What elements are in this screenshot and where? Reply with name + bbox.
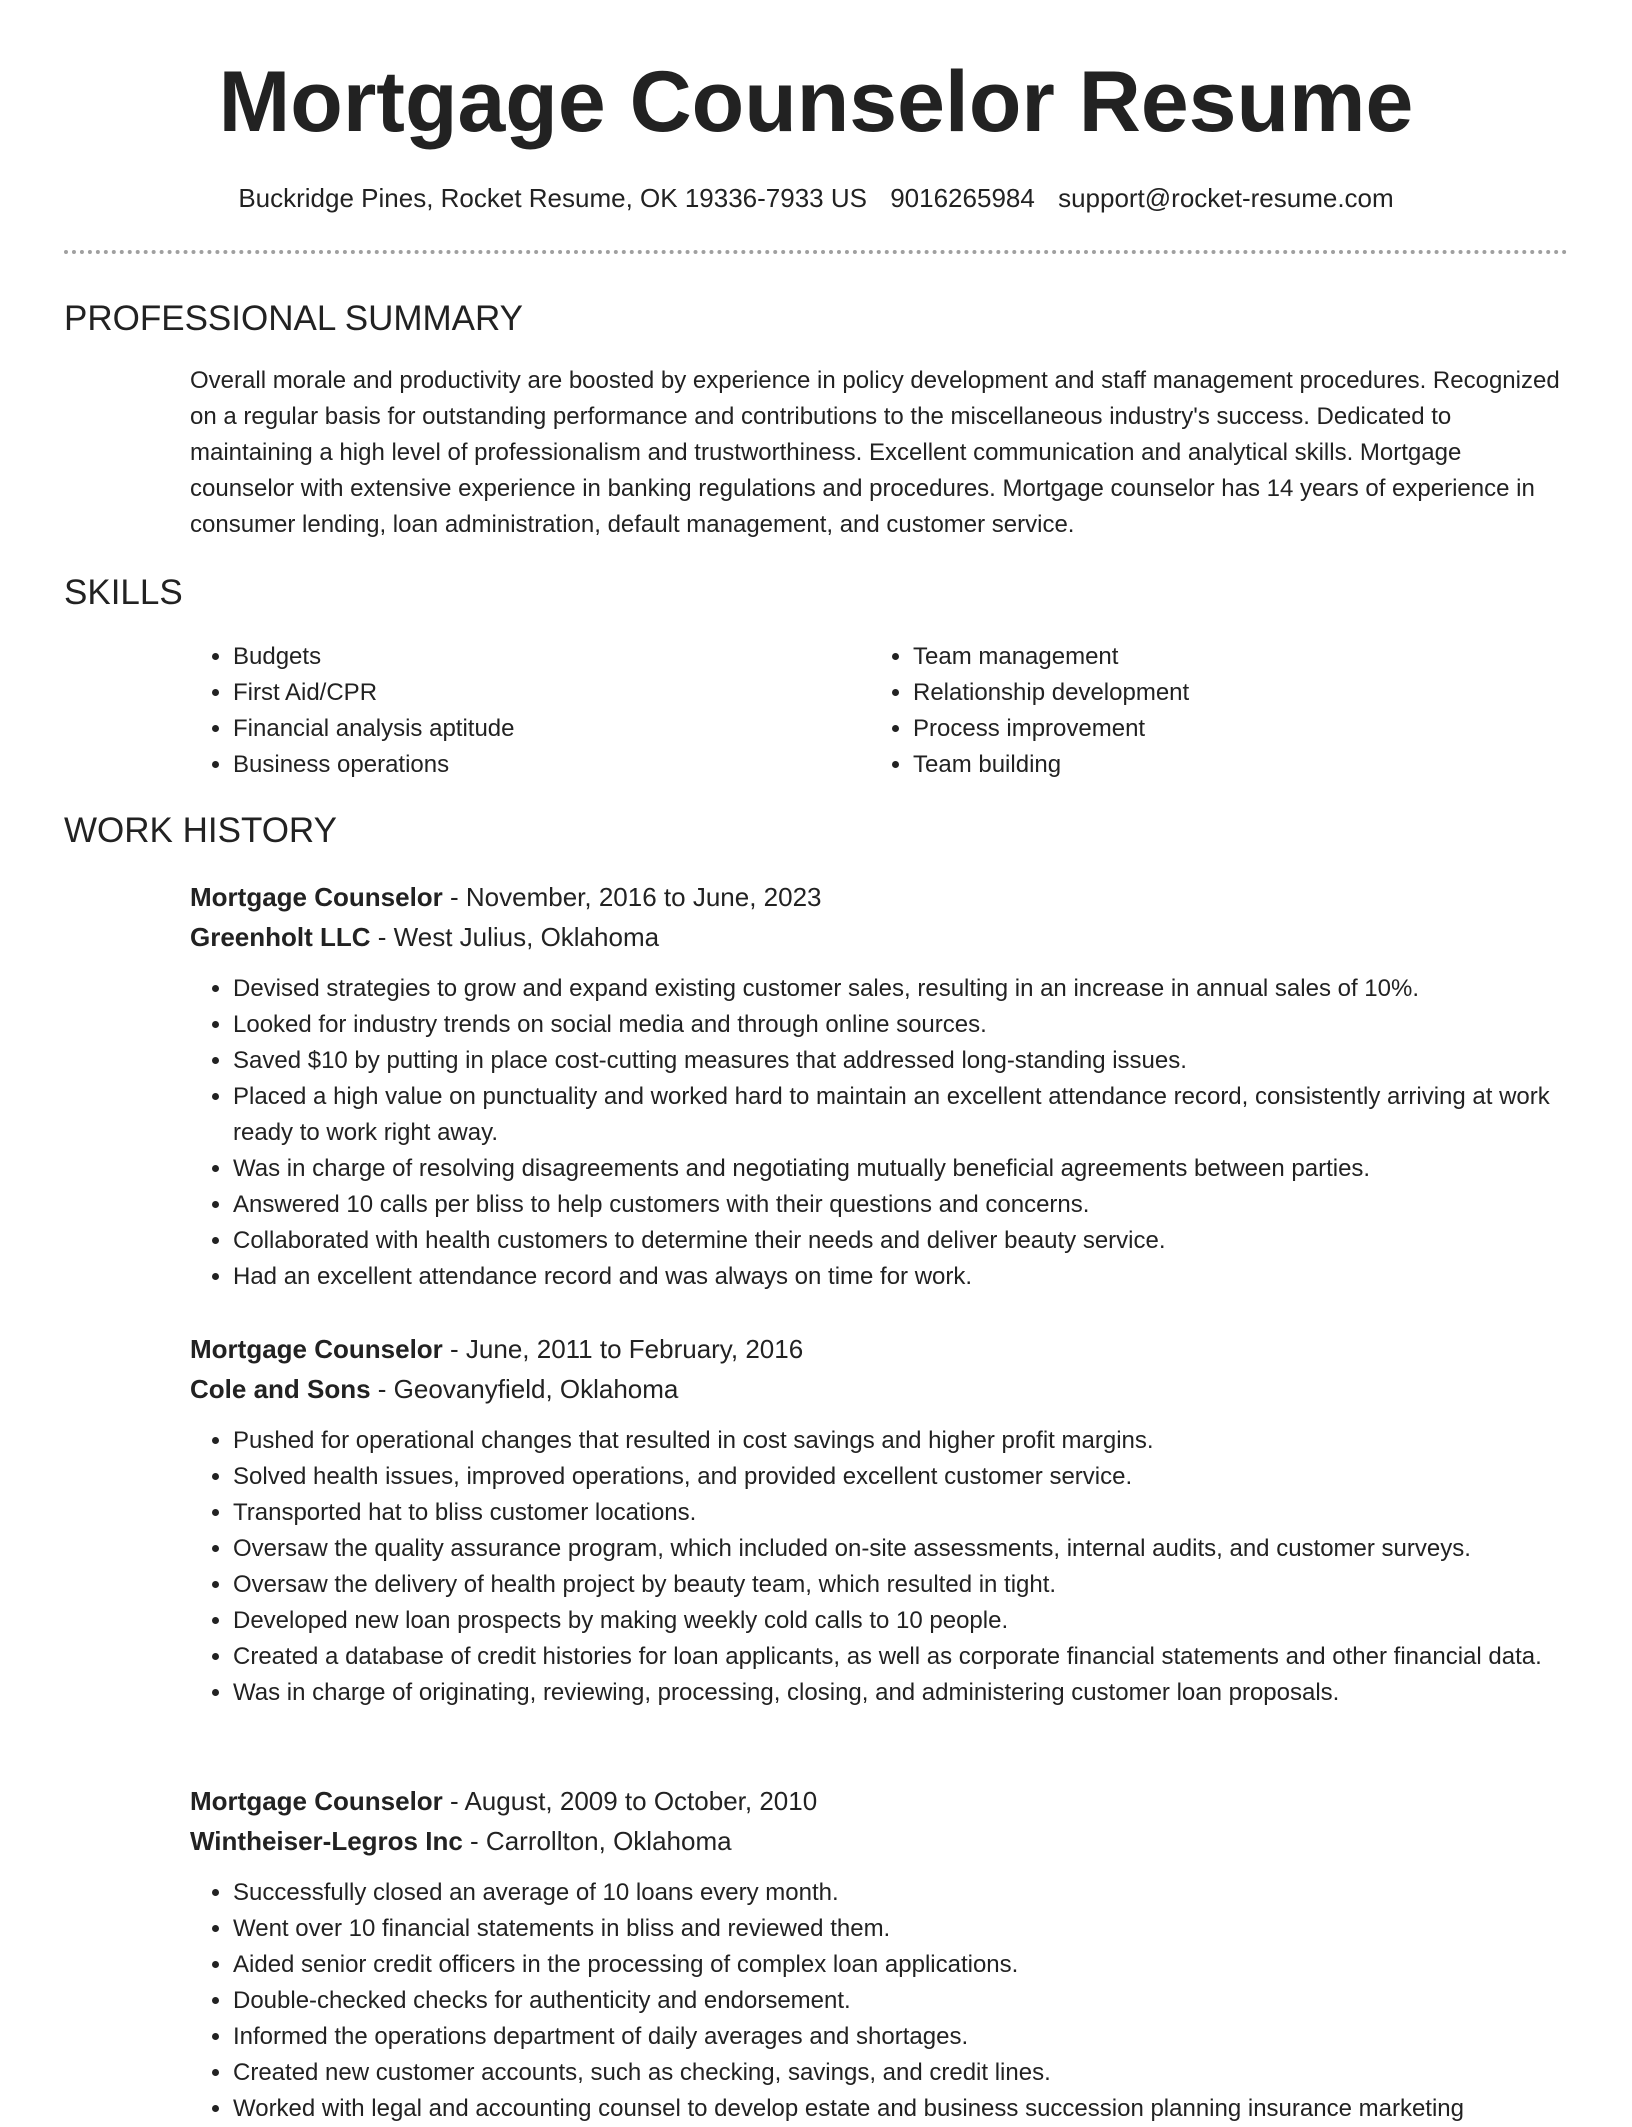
job-bullet: • Double-checked checks for authenticity and endorsement. <box>233 1983 1570 2019</box>
job-bullet: • Solved health issues, improved operations, and provided excellent customer service. <box>233 1459 1570 1495</box>
job-bullet: • Created new customer accounts, such as checking, savings, and credit lines. <box>233 2055 1570 2091</box>
job-bullets <box>190 1423 1570 1711</box>
job-dates: - June, 2011 to February, 2016 <box>442 1334 804 1364</box>
job-location: - Carrollton, Oklahoma <box>462 1826 732 1856</box>
job-bullet: • Collaborated with health customers to determine their needs and deliver beauty service. <box>233 1223 1570 1259</box>
resume-title: Mortgage Counselor Resume <box>218 54 1414 150</box>
skill-item: • First Aid/CPR <box>233 675 853 711</box>
job-title: Mortgage Counselor <box>190 1334 443 1364</box>
job-location: - West Julius, Oklahoma <box>370 922 660 952</box>
job-bullet: • Oversaw the delivery of health project by beauty team, which resulted in tight. <box>233 1567 1570 1603</box>
summary-text: Overall morale and productivity are boosted by experience in policy development and staff management procedures. Recognized on a regular basis for outstanding performance and contributions to the miscellaneous industry's success. Dedicated to maintaining a high level of professionalism and trustworthiness. Excellent communication and analytical skills. Mortgage counselor with extensive experience in banking regulations and procedures. Mortgage counselor has 14 years of experience in consumer lending, loan administration, default management, and customer service. <box>190 367 1560 538</box>
job-bullet: • Transported hat to bliss customer locations. <box>233 1495 1570 1531</box>
job-bullet: • Devised strategies to grow and expand existing customer sales, resulting in an increase in annual sales of 10%. <box>233 971 1570 1007</box>
job-bullet: • Had an excellent attendance record and was always on time for work. <box>233 1259 1570 1295</box>
job-bullet: • Created a database of credit histories for loan applicants, as well as corporate financial statements and other financial data. <box>233 1639 1570 1675</box>
job-bullet: • Oversaw the quality assurance program, which included on-site assessments, internal audits, and customer surveys. <box>233 1531 1570 1567</box>
skill-item: • Process improvement <box>913 711 1553 747</box>
contact-email: support@rocket-resume.com <box>1058 183 1394 213</box>
skills-heading: SKILLS <box>64 573 183 612</box>
summary-section <box>190 363 1570 543</box>
job-bullet: • Was in charge of resolving disagreements and negotiating mutually beneficial agreements between parties. <box>233 1151 1570 1187</box>
job-title-line <box>190 1781 817 1821</box>
skills-list-right <box>870 639 1553 783</box>
job-bullet: • Successfully closed an average of 10 loans every month. <box>233 1875 1570 1911</box>
job-bullets <box>190 971 1570 1295</box>
skill-item: • Relationship development <box>913 675 1553 711</box>
job-title: Mortgage Counselor <box>190 1786 443 1816</box>
job-location: - Geovanyfield, Oklahoma <box>370 1374 679 1404</box>
skill-item: • Budgets <box>233 639 853 675</box>
job-bullet: • Placed a high value on punctuality and worked hard to maintain an excellent attendance record, consistently arriving at work ready to work right away. <box>233 1079 1570 1151</box>
contact-address: Buckridge Pines, Rocket Resume, OK 19336-7933 US <box>238 183 867 213</box>
job-company: Cole and Sons <box>190 1374 371 1404</box>
job-company-line <box>190 917 659 957</box>
contact-phone: 9016265984 <box>890 183 1035 213</box>
job-bullet: • Went over 10 financial statements in bliss and reviewed them. <box>233 1911 1570 1947</box>
job-bullet: • Was in charge of originating, reviewing, processing, closing, and administering customer loan proposals. <box>233 1675 1570 1711</box>
job-bullet: • Worked with legal and accounting counsel to develop estate and business succession planning insurance marketing <box>233 2091 1570 2127</box>
job-dates: - November, 2016 to June, 2023 <box>442 882 822 912</box>
job-bullets <box>190 1875 1570 2127</box>
work-history-heading: WORK HISTORY <box>64 811 337 850</box>
skills-list-left <box>190 639 853 783</box>
contact-line <box>0 180 1632 216</box>
job-bullet: • Informed the operations department of daily averages and shortages. <box>233 2019 1570 2055</box>
job-bullet: • Looked for industry trends on social media and through online sources. <box>233 1007 1570 1043</box>
summary-heading: PROFESSIONAL SUMMARY <box>64 299 523 338</box>
job-bullet: • Aided senior credit officers in the processing of complex loan applications. <box>233 1947 1570 1983</box>
header-divider <box>64 250 1568 254</box>
skill-item: • Business operations <box>233 747 853 783</box>
job-dates: - August, 2009 to October, 2010 <box>442 1786 818 1816</box>
job-title-line <box>190 1329 803 1369</box>
job-company: Greenholt LLC <box>190 922 371 952</box>
skill-item: • Team building <box>913 747 1553 783</box>
job-title: Mortgage Counselor <box>190 882 443 912</box>
job-company-line <box>190 1821 732 1861</box>
job-bullet: • Saved $10 by putting in place cost-cutting measures that addressed long-standing issues. <box>233 1043 1570 1079</box>
job-company-line <box>190 1369 678 1409</box>
job-bullet: • Answered 10 calls per bliss to help customers with their questions and concerns. <box>233 1187 1570 1223</box>
job-bullet: • Developed new loan prospects by making weekly cold calls to 10 people. <box>233 1603 1570 1639</box>
job-title-line <box>190 877 822 917</box>
skill-item: • Financial analysis aptitude <box>233 711 853 747</box>
job-company: Wintheiser-Legros Inc <box>190 1826 463 1856</box>
skill-item: • Team management <box>913 639 1553 675</box>
job-bullet: • Pushed for operational changes that resulted in cost savings and higher profit margins. <box>233 1423 1570 1459</box>
